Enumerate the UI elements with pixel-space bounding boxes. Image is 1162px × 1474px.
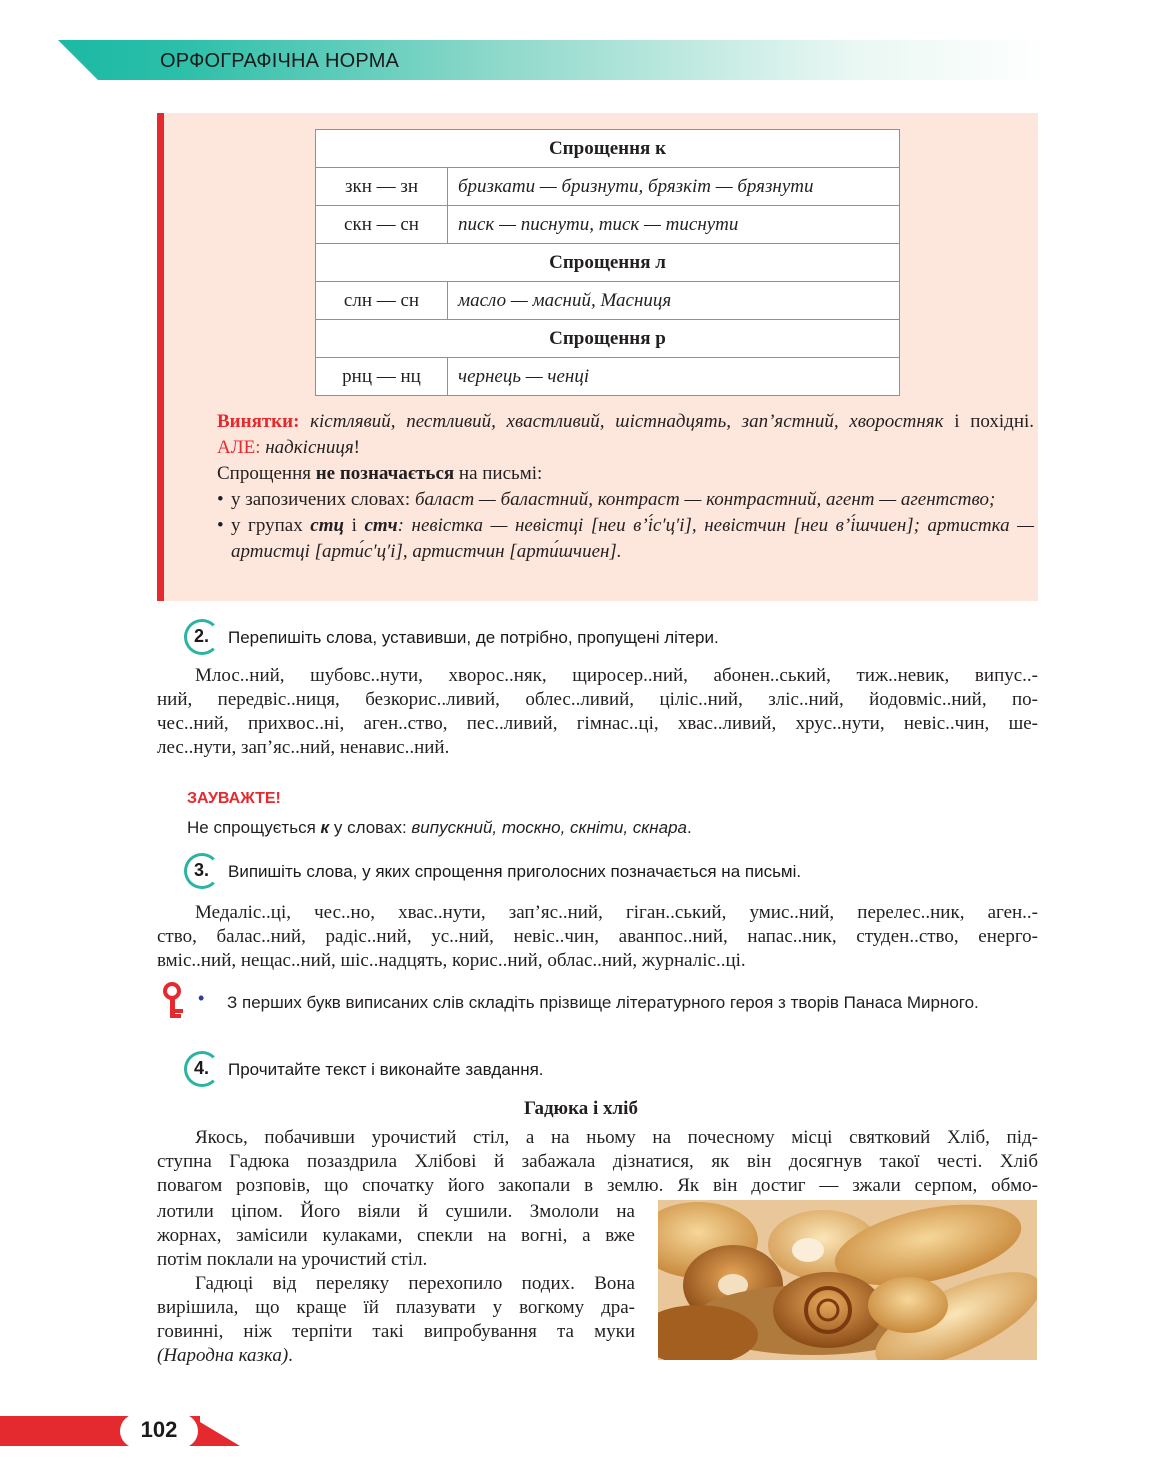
not-marked-post: на письмі: bbox=[458, 463, 543, 484]
task-2-number: 2. bbox=[194, 626, 210, 646]
text-line: потім поклали на урочистий стіл. bbox=[157, 1249, 428, 1270]
table-cell-group: слн — сн bbox=[316, 282, 448, 320]
note-words: випускний, тоскно, скніти, скнара bbox=[411, 818, 688, 837]
exceptions-paragraph bbox=[179, 409, 1034, 461]
table-cell-examples: чернець — ченці bbox=[448, 358, 900, 396]
story-source: (Народна казка) bbox=[157, 1345, 289, 1366]
chapter-title: ОРФОГРАФІЧНА НОРМА bbox=[160, 50, 400, 72]
text-line: лотили ціпом. Його віяли й сушили. Змололи на bbox=[157, 1201, 635, 1222]
not-marked-pre: Спрощення bbox=[217, 463, 311, 484]
simplification-table bbox=[315, 129, 900, 396]
text-line: ступна Гадюка позаздрила Хлібові й забажала дізнатися, як він досягнув такої честі. Хліб bbox=[157, 1151, 1038, 1172]
text-line: ний, передвіс..ниця, безкорис..ливий, облес..ливий, ціліс..ний, зліс..ний, йодовміс..ний, по- bbox=[157, 689, 1038, 710]
story-source-end: . bbox=[288, 1345, 293, 1366]
bullet-consonant-groups bbox=[179, 513, 1034, 565]
exceptions-label: Винятки: bbox=[217, 411, 300, 432]
note-letter: к bbox=[320, 818, 330, 837]
text-line: Млос..ний, шубовс..нути, хворос..няк, щиросер..ний, абонен..ський, тиж..невик, випус..- bbox=[195, 665, 1038, 686]
bullet-1-examples: баласт — баластний, контраст — контрастний, агент — агентство; bbox=[414, 489, 996, 510]
task-4-badge bbox=[184, 1051, 220, 1087]
text-line: жорнах, замісили кулаками, спекли на вогні, а вже bbox=[157, 1225, 635, 1246]
text-line: вміс..ний, нещас..ний, шіс..надцять, корис..ний, облас..ний, журналіс..ці. bbox=[157, 950, 746, 971]
group-stc: стц bbox=[310, 515, 345, 536]
key-task-text: З перших букв виписаних слів складіть прізвище літературного героя з творів Панаса Мирного. bbox=[227, 993, 979, 1012]
text-line: говинні, ніж терпіти такі випробування та муки bbox=[157, 1321, 635, 1342]
table-cell-group: скн — сн bbox=[316, 206, 448, 244]
bullet-dot-icon: • bbox=[198, 988, 205, 1008]
table-cell-examples: масло — масний, Масниця bbox=[448, 282, 900, 320]
table-cell-group: рнц — нц bbox=[316, 358, 448, 396]
table-row bbox=[316, 206, 900, 244]
not-marked-bold: не позначається bbox=[315, 463, 455, 484]
task-3-words bbox=[157, 901, 1038, 973]
table-row bbox=[316, 358, 900, 396]
text-line: Якось, побачивши урочистий стіл, а на ньому на почесному місці святковий Хліб, під- bbox=[195, 1127, 1038, 1148]
task-4-instruction: Прочитайте текст і виконайте завдання. bbox=[228, 1060, 544, 1079]
bread-photo bbox=[658, 1200, 1037, 1360]
but-end: ! bbox=[353, 437, 360, 458]
table-cell-examples: бризкати — бризнути, брязкіт — брязнути bbox=[448, 168, 900, 206]
note-mid: у словах: bbox=[333, 818, 407, 837]
table-cell-examples: писк — писнути, тиск — тиснути bbox=[448, 206, 900, 244]
bullet-1-pre: у запозичених словах: bbox=[231, 489, 411, 510]
note-end: . bbox=[687, 818, 692, 837]
task-2-instruction: Перепишіть слова, уставивши, де потрібно, пропущені літери. bbox=[228, 628, 719, 647]
exceptions-words: кістлявий, пестливий, хвастливий, шістнадцять, зап’ястний, хворостняк bbox=[310, 411, 944, 432]
bullet-2-examples: : невістка — невістці [неи в’і́с′ц′і], невістчин [неи в’і́шчиен]; артистка — артистці [арти́с′ц′і], артистчин [арти́шчиен]. bbox=[231, 515, 1035, 562]
chapter-header bbox=[58, 40, 1048, 80]
task-4-number: 4. bbox=[194, 1058, 210, 1078]
table-heading-l: Спрощення л bbox=[316, 244, 900, 282]
text-line: повагом розповів, що спочатку його закопали в землю. Як він достиг — зжали серпом, обмо- bbox=[157, 1175, 1038, 1196]
text-line: чес..ний, прихвос..ні, аген..ство, пес..ливий, гімнас..ці, хвас..ливий, хрус..нути, невіс..чин, ше- bbox=[157, 713, 1038, 734]
bullet-2-pre: у групах bbox=[231, 515, 303, 536]
page-number: 102 bbox=[140, 1417, 178, 1442]
story-title: Гадюка і хліб bbox=[524, 1098, 638, 1119]
note-pre: Не спрощується bbox=[187, 818, 316, 837]
but-label: АЛЕ: bbox=[217, 437, 261, 458]
table-row bbox=[316, 282, 900, 320]
note-title: ЗАУВАЖТЕ! bbox=[187, 790, 281, 807]
bullet-borrowed-words bbox=[179, 487, 1034, 513]
task-2-badge bbox=[184, 619, 220, 655]
group-stch: стч bbox=[364, 515, 398, 536]
table-heading-text: Спрощення к bbox=[548, 137, 667, 159]
text-line: ство, балас..ний, радіс..ний, ус..ний, невіс..чин, аванпос..ний, напас..ник, студен..ство, енерго- bbox=[157, 926, 1038, 947]
but-word: надкісниця bbox=[265, 437, 354, 458]
note-text bbox=[187, 818, 692, 838]
task-2-words bbox=[157, 664, 1038, 760]
text-line: лес..нути, зап’яс..ний, ненавис..ний. bbox=[157, 737, 450, 758]
text-line: Гадюці від переляку перехопило подих. Вона bbox=[195, 1273, 635, 1294]
table-row bbox=[316, 168, 900, 206]
task-3-instruction: Випишіть слова, у яких спрощення приголосних позначається на письмі. bbox=[228, 862, 802, 881]
story-text-narrow bbox=[157, 1200, 635, 1368]
not-marked-paragraph bbox=[179, 461, 1034, 487]
table-heading-r: Спрощення р bbox=[316, 320, 900, 358]
rule-box bbox=[157, 113, 1038, 601]
rule-text bbox=[179, 409, 1034, 565]
table-heading-k bbox=[316, 130, 900, 168]
task-3-badge bbox=[184, 853, 220, 889]
key-icon bbox=[162, 982, 190, 1020]
exceptions-and: і похідні. bbox=[954, 411, 1035, 432]
task-3-number: 3. bbox=[194, 860, 210, 880]
table-cell-group: зкн — зн bbox=[316, 168, 448, 206]
bullet-2-and: і bbox=[351, 515, 357, 536]
story-source-line bbox=[157, 1344, 635, 1368]
story-text-full bbox=[157, 1126, 1038, 1198]
text-line: Медаліс..ці, чес..но, хвас..нути, зап’яс..ний, гіган..ський, умис..ний, перелес..ник, аген..- bbox=[195, 902, 1038, 923]
text-line: вирішила, що краще їй плазувати у вогкому дра- bbox=[157, 1297, 635, 1318]
